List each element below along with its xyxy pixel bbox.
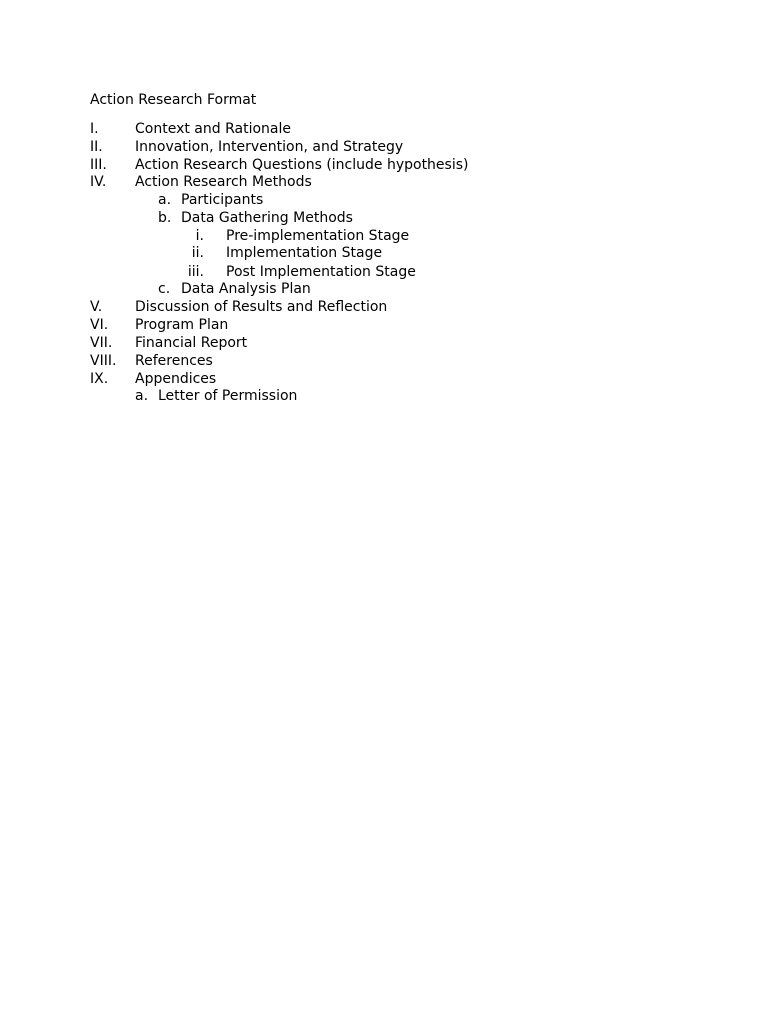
outline-marker: IX.: [90, 371, 109, 387]
outline-marker: VIII.: [90, 353, 117, 369]
outline-text: Implementation Stage: [226, 245, 383, 261]
outline-marker: b.: [158, 210, 172, 226]
outline-marker: i.: [195, 228, 204, 244]
outline-marker: IV.: [90, 174, 107, 190]
outline-marker: VII.: [90, 335, 113, 351]
outline-text: Data Analysis Plan: [181, 281, 311, 297]
outline-marker: a.: [158, 192, 172, 208]
outline-marker: III.: [90, 157, 107, 173]
outline-text: Participants: [181, 192, 264, 208]
outline-text: Pre-implementation Stage: [226, 228, 410, 244]
outline-text: Innovation, Intervention, and Strategy: [135, 139, 404, 155]
outline-text: Appendices: [135, 371, 217, 387]
outline-text: Action Research Methods: [135, 174, 312, 190]
document-title: Action Research Format: [90, 92, 257, 108]
outline-text: Action Research Questions (include hypothesis): [135, 157, 469, 173]
outline-text: Data Gathering Methods: [181, 210, 353, 226]
outline-text: References: [135, 353, 213, 369]
outline-text: Discussion of Results and Reflection: [135, 299, 388, 315]
outline-marker: a.: [135, 388, 149, 404]
outline-marker: VI.: [90, 317, 109, 333]
outline-text: Financial Report: [135, 335, 248, 351]
outline-marker: II.: [90, 139, 103, 155]
outline-text: Context and Rationale: [135, 121, 291, 137]
outline-marker: V.: [90, 299, 103, 315]
outline-text: Post Implementation Stage: [226, 264, 416, 280]
outline-marker: I.: [90, 121, 99, 137]
outline-marker: iii.: [187, 264, 204, 280]
outline-marker: c.: [158, 281, 171, 297]
outline-text: Program Plan: [135, 317, 229, 333]
outline-marker: ii.: [191, 245, 204, 261]
outline-text: Letter of Permission: [158, 388, 298, 404]
